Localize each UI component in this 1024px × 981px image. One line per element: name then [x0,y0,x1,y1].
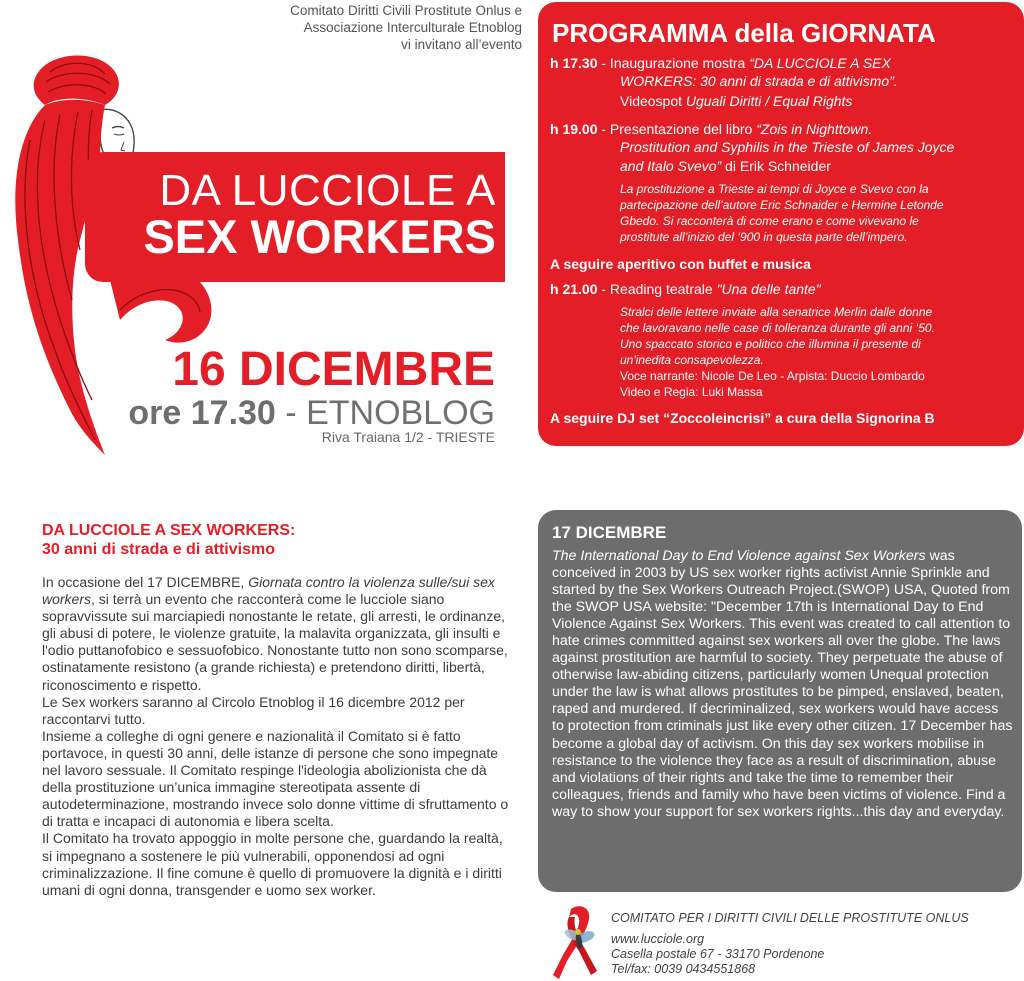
program-item-title: Uguali Diritti / Equal Rights [685,93,853,109]
footer-phone: Tel/fax: 0039 0434551868 [611,962,756,976]
text-run: was conceived in 2003 by US sex worker rights activist Annie Sprinkle and started by the Sex Workers Outreach Project.(SWOP) USA, Quoted from the SWOP USA website: "December 17th is International Day to End Violence Against Sex Workers. This event was created to call attention to hate crimes committed against sex workers all over the globe. The laws against prostitution are harmful to society. They perpetuate the abuse of otherwise law-abiding citizens, particularly women Unequal protection under the law is what allows prostitutes to be pimped, enslaved, beaten, raped and murdered. If decriminalized, sex workers would have access to protection from criminals just like every other citizen. 17 December has become a global day of activism. On this day sex workers mobilise in resistance to the violence they face as a result of discrimination, abuse and violations of their rights and take the time to remember their colleagues, friends and family who have been victims of violence. Find a way to show your support for sex workers rights...this day and everyday. [552,548,1013,820]
program-note [620,304,1010,368]
invite-text [200,2,522,53]
program-text: - Reading teatrale [597,281,717,297]
program-item-title: "Una delle tante" [716,281,821,297]
event-title-line2: SEX WORKERS [143,210,496,263]
event-date: 16 DICEMBRE [172,343,495,396]
invite-line: vi invitano all’evento [401,37,522,52]
program-text: - Inaugurazione mostra [597,55,750,71]
program-item-title: Prostitution and Syphilis in the Trieste of James Joyce [620,139,955,155]
article-paragraph: Il Comitato ha trovato appoggio in molte persone che, guardando la realtà, si impegnano a sostenere le più vulnerabili, opponendosi ad ogni criminalizzazione. Il fine comune è quello di promuovere la dignità e i diritti umani di ogni donna, transgender e uomo sex worker. [42,830,503,898]
program-item-1-cont [620,72,898,90]
program-text: - Presentazione del libro [597,121,757,137]
note-line: Stralci delle lettere inviate alla senatrice Merlin dalle donne [620,305,933,319]
note-line: Uno spaccato storico e politico che illumina il presente di [620,337,921,351]
invite-line: Comitato Diritti Civili Prostitute Onlus e [290,3,522,18]
note-line: Gbedo. Si racconterà di come erano e come vivevano le [620,214,919,228]
text-run: , si terrà un evento che racconterà come le lucciole siano sopravvissute sui marciapiedi nonostante le retate, gli arresti, le ordinanze, gli abusi di potere, le violenze gratuite, la malavita organizzata, gli insulti e l'odio puttanofobico e sessuofobico. Nonostante tutto non sono scomparse, ostinatamente resistono (a grande richiesta) e pretendono diritti, libertà, riconoscimento e rispetto. [42,591,508,693]
december-17-body [552,548,1014,821]
separator: - [275,394,307,432]
event-title-line1: DA LUCCIOLE A [159,166,496,215]
program-text: di Erik Schneider [721,158,831,174]
program-text: Videospot [620,93,686,109]
note-line: prostitute all’inizio del ‘900 in questa parte dell’impero. [620,230,908,244]
program-dj-set: A seguire DJ set “Zoccoleincrisi” a cura della Signorina B [550,410,935,426]
article-title-line: 30 anni di strada e di attivismo [42,541,275,558]
credit-line: Video e Regia: Luki Massa [620,385,763,399]
event-address: Riva Traiana 1/2 - TRIESTE [321,429,495,445]
event-time-venue [80,395,495,431]
article-paragraph: Insieme a colleghe di ogni genere e nazionalità il Comitato si è fatto portavoce, in questi 30 anni, delle istanze di persone che sono impegnate nel lavoro sessuale. Il Comitato respinge l'ideologia abolizionista che dà della prostituzione un’unica immagine stereotipata assente di autodeterminazione, mostrando invece solo donne vittime di sfruttamento o di tratta e incapaci di autonomia e libera scelta. [42,727,509,830]
note-line: un'inedita consapevolezza. [620,353,764,367]
program-note [620,181,1010,245]
program-aperitivo: A seguire aperitivo con buffet e musica [550,256,811,272]
footer-postal: Casella postale 67 - 33170 Pordenone [611,947,825,961]
december-17-title: 17 DICEMBRE [552,523,667,542]
text-run: In occasione del 17 DICEMBRE, [42,574,249,590]
program-title: PROGRAMMA della GIORNATA [552,18,936,48]
program-item-title: “DA LUCCIOLE A SEX [749,55,891,71]
article-paragraph: Le Sex workers saranno al Circolo Etnoblog il 16 dicembre 2012 per raccontarvi tutto. [42,693,465,727]
program-item-2-cont [620,138,954,156]
article-body [42,574,512,899]
event-time: ore 17.30 [128,394,276,432]
article-title-line: DA LUCCIOLE A SEX WORKERS: [42,522,296,539]
program-item-1-video [620,92,852,110]
text-run-italic: The International Day to End Violence against Sex Workers [552,548,926,564]
program-item-2-author [620,157,831,175]
article-paragraph [42,574,512,694]
program-item-title: and Italo Svevo” [620,158,722,174]
program-hour: h 17.30 [550,55,598,71]
invite-line: Associazione Interculturale Etnoblog [303,20,522,35]
credit-line: Voce narrante: Nicole De Leo - Arpista: Duccio Lombardo [620,369,925,383]
program-item-1 [550,54,891,72]
note-line: partecipazione dell’autore Eric Schnaider e Hermine Letonde [620,198,944,212]
program-item-2 [550,120,872,138]
program-item-title: WORKERS: 30 anni di strada e di attivismo”. [620,73,898,89]
red-ribbon-icon [549,905,609,981]
program-item-title: “Zois in Nighttown. [756,121,873,137]
program-box [538,2,1024,446]
text-run-italic: Giornata contro la violenza sulle/sui sex workers [42,574,495,608]
program-hour: h 19.00 [550,121,598,137]
program-item-3 [550,280,821,298]
event-venue: ETNOBLOG [306,394,495,432]
program-hour: h 21.00 [550,281,598,297]
article-title [42,521,295,559]
december-17-box [538,510,1022,892]
note-line: che lavoravano nelle case di tolleranza durante gli anni ‘50. [620,321,935,335]
program-credits [620,368,1010,400]
footer-org-name: COMITATO PER I DIRITTI CIVILI DELLE PROSTITUTE ONLUS [611,911,969,925]
note-line: La prostituzione a Trieste ai tempi di Joyce e Svevo con la [620,182,929,196]
footer-website[interactable]: www.lucciole.org [611,932,705,946]
